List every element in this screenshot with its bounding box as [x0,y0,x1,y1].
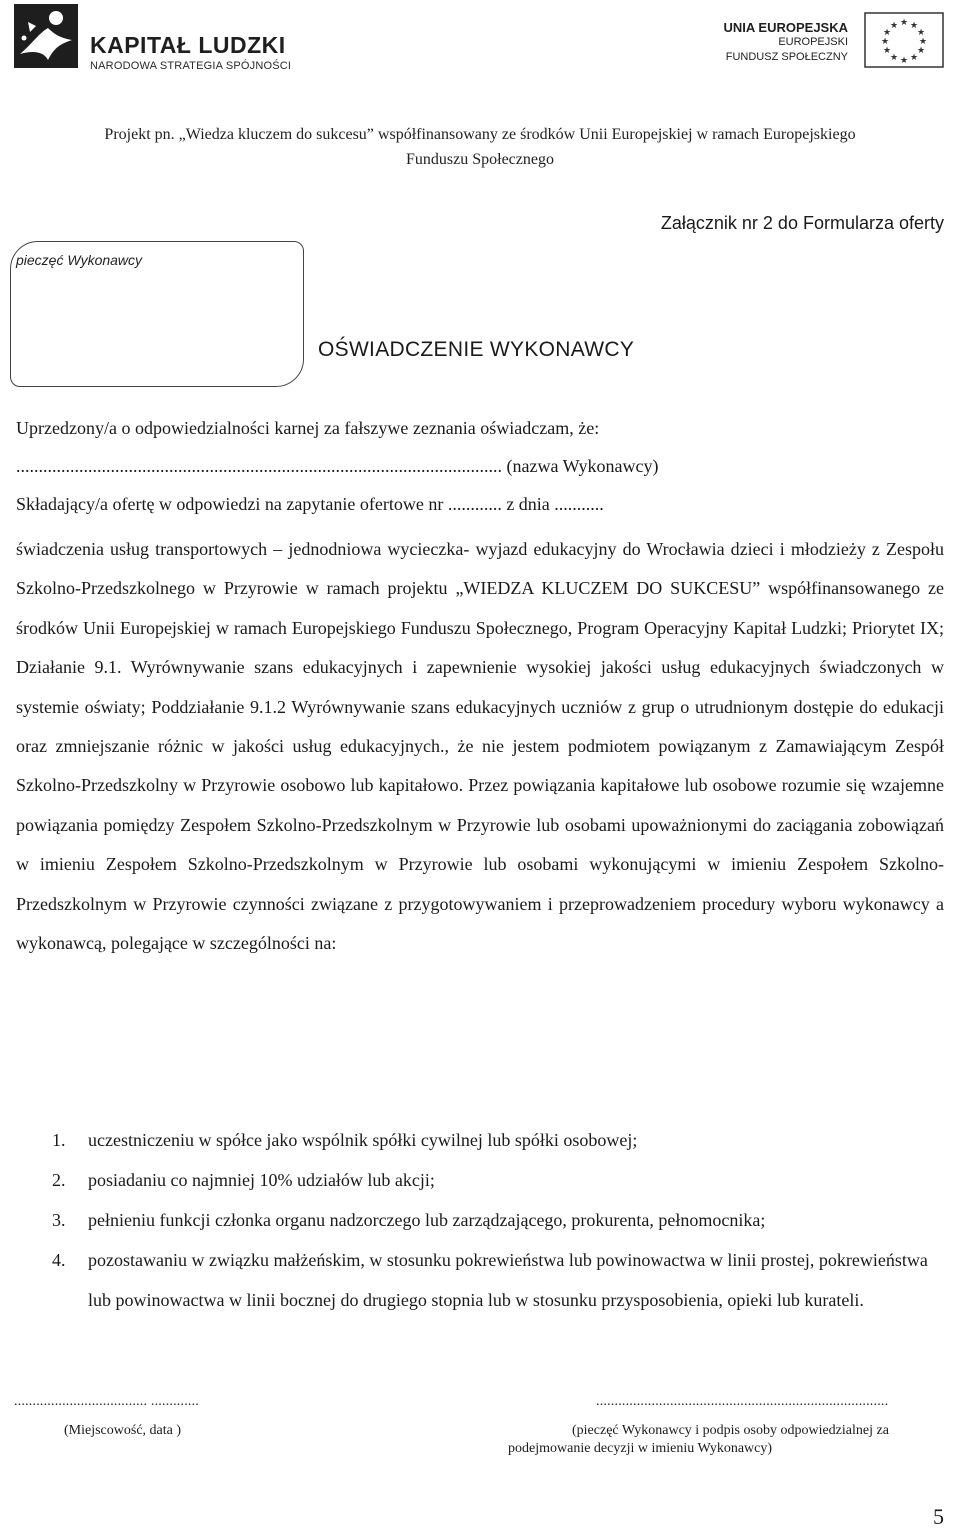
svg-text:★: ★ [909,53,919,63]
list-item-text: posiadaniu co najmniej 10% udziałów lub akcji; [88,1170,435,1190]
svg-text:★: ★ [899,18,909,28]
svg-text:★: ★ [880,37,890,47]
svg-text:★: ★ [918,37,928,47]
eu-flag-icon [864,12,944,68]
eu-logo-text [724,20,848,65]
svg-text:★: ★ [916,28,926,38]
list-item-text: pozostawaniu w związku małżeńskim, w stosunku pokrewieństwa lub powinowactwa w linii prostej, pokrewieństwa lub powinowactwa w linii bocznej do drugiego stopnia lub w stosunku przysposobienia, opieki lub kurateli. [88,1250,928,1310]
svg-text:★: ★ [882,46,892,56]
svg-text:★: ★ [889,21,899,31]
document-title: OŚWIADCZENIE WYKONAWCY [318,338,635,361]
list-item [52,1240,952,1320]
place-date-caption: (Miejscowość, data ) [64,1423,182,1438]
eu-logo [616,8,946,72]
kapital-ludzki-logo [14,4,304,74]
page-number: 5 [933,1504,944,1529]
svg-text:★: ★ [899,56,909,66]
signature-dotted-line: ............................................................................... [596,1394,889,1409]
intro-line-3: Składający/a ofertę w odpowiedzi na zapytanie ofertowe nr ............ z dnia ........... [16,494,604,514]
list-item-text: pełnieniu funkcji członka organu nadzorczego lub zarządzającego, prokurenta, pełnomocnika; [88,1210,766,1230]
svg-text:★: ★ [882,28,892,38]
list-item [52,1200,952,1240]
list-item-number: 3. [52,1210,66,1230]
eu-logo-line3: FUNDUSZ SPOŁECZNY [725,51,848,63]
svg-text:★: ★ [916,46,926,56]
list-item [52,1120,952,1160]
list-item [52,1160,952,1200]
kapital-ludzki-title: KAPITAŁ LUDZKI [90,32,286,58]
conditions-list [52,1120,952,1320]
project-line-1: Projekt pn. „Wiedza kluczem do sukcesu” współfinansowany ze środków Unii Europejskiej w ramach Europejskiego [104,126,856,143]
svg-text:★: ★ [909,21,919,31]
signature-caption-line1: (pieczęć Wykonawcy i podpis osoby odpowiedzialnej za [572,1423,889,1438]
project-line [0,122,960,172]
stamp-label: pieczęć Wykonawcy [16,252,143,268]
intro-line-2: ............................................................................................................ (nazwa Wykonawcy) [16,456,659,476]
eu-logo-line1: UNIA EUROPEJSKA [723,20,848,35]
eu-logo-line2: EUROPEJSKI [778,36,848,48]
kapital-ludzki-emblem-icon [14,4,78,68]
place-date-dotted-line: .................................... ............. [14,1394,199,1409]
list-item-text: uczestniczeniu w spółce jako wspólnik spółki cywilnej lub spółki osobowej; [88,1130,638,1150]
signature-caption-line2: podejmowanie decyzji w imieniu Wykonawcy) [508,1441,773,1456]
list-item-number: 1. [52,1130,66,1150]
svg-text:★: ★ [889,53,899,63]
list-item-number: 2. [52,1170,66,1190]
kapital-ludzki-subtitle: NARODOWA STRATEGIA SPÓJNOŚCI [90,60,292,72]
annex-label: Załącznik nr 2 do Formularza oferty [660,213,944,233]
statement-paragraph: świadczenia usług transportowych – jednodniowa wycieczka- wyjazd edukacyjny do Wrocławia dzieci i młodzieży z Zespołu Szkolno-Przedszkolnego w Przyrowie w ramach projektu „WIEDZA KLUCZEM DO SUKCESU” współfinansowanego ze środków Unii Europejskiej w ramach Europejskiego Funduszu Społecznego, Program Operacyjny Kapitał Ludzki; Priorytet IX; Działanie 9.1. Wyrównywanie szans edukacyjnych i zapewnienie wysokiej jakości usług edukacyjnych świadczonych w systemie oświaty; Poddziałanie 9.1.2 Wyrównywanie szans edukacyjnych uczniów z grup o utrudnionym dostępie do edukacji oraz zmniejszanie różnic w jakości usług edukacyjnych., że nie jestem podmiotem powiązanym z Zamawiającym Zespół Szkolno-Przedszkolny w Przyrowie osobowo lub kapitałowo. Przez powiązania kapitałowe lub osobowe rozumie się wzajemne powiązania pomiędzy Zespołem Szkolno-Przedszkolnym w Przyrowie lub osobami upoważnionymi do zaciągania zobowiązań w imieniu Zespołem Szkolno-Przedszkolnym w Przyrowie lub osobami wykonującymi w imieniu Zespołem Szkolno-Przedszkolnym w Przyrowie czynności związane z przygotowywaniem i przeprowadzeniem procedury wyboru wykonawcy a wykonawcą, polegające w szczególności na: [16,539,944,954]
intro-line-1: Uprzedzony/a o odpowiedzialności karnej za fałszywe zeznania oświadczam, że: [16,418,600,438]
list-item-number: 4. [52,1250,66,1270]
project-line-2: Funduszu Społecznego [406,151,554,168]
